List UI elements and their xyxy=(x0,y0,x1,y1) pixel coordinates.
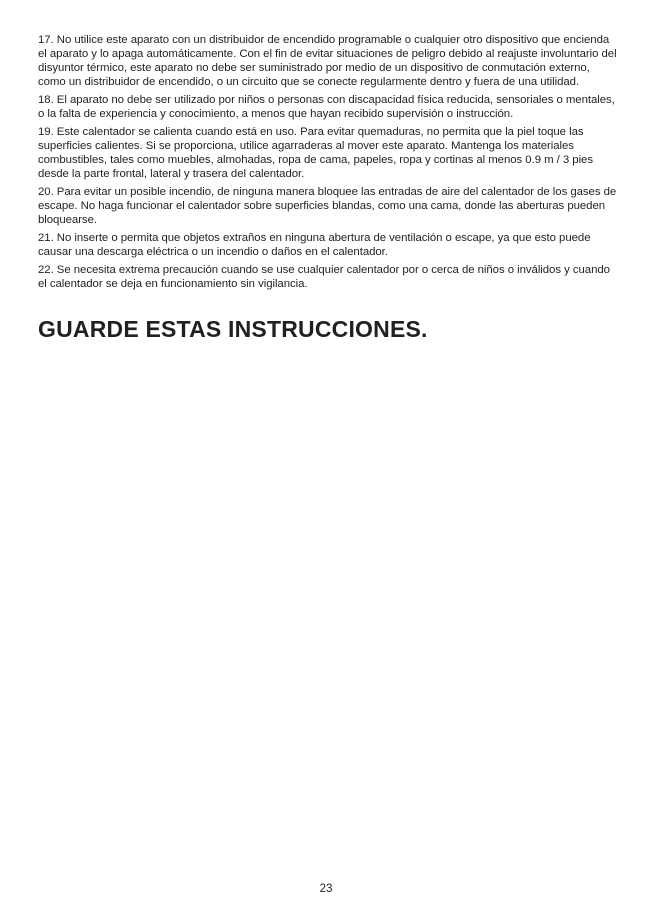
instruction-item-21: 21. No inserte o permita que objetos extraños en ninguna abertura de ventilación o escape, ya que esto puede causar una descarga eléctrica o un incendio o daños en el calentador. xyxy=(38,232,591,258)
instruction-item-20: 20. Para evitar un posible incendio, de ninguna manera bloquee las entradas de aire del calentador de los gases de escape. No haga funcionar el calentador sobre superficies blandas, como una cama, donde las aberturas pueden bloquearse. xyxy=(38,186,617,226)
instruction-item-17: 17. No utilice este aparato con un distribuidor de encendido programable o cualquier otro dispositivo que encienda el aparato y lo apaga automáticamente. Con el fin de evitar situaciones de peligro debido al reajuste involuntario del disyuntor térmico, este aparato no debe ser suministrado por medio de un dispositivo de conmutación externo, como un distribuidor de encendido, o un circuito que se conecte regularmente dentro y fuera de una utilidad. xyxy=(38,34,617,88)
document-body xyxy=(38,33,618,343)
page-number: 23 xyxy=(319,883,333,895)
instruction-item-18: 18. El aparato no debe ser utilizado por niños o personas con discapacidad física reducida, sensoriales o mentales, o la falta de experiencia y conocimiento, a menos que hayan recibido supervisión o instrucción. xyxy=(38,94,615,120)
save-instructions-heading: GUARDE ESTAS INSTRUCCIONES. xyxy=(38,316,428,342)
instruction-item-22: 22. Se necesita extrema precaución cuando se use cualquier calentador por o cerca de niños o inválidos y cuando el calentador se deja en funcionamiento sin vigilancia. xyxy=(38,264,610,290)
instruction-item-19: 19. Este calentador se calienta cuando está en uso. Para evitar quemaduras, no permita que la piel toque las superficies calientes. Si se proporciona, utilice agarraderas al mover este aparato. Mantenga los materiales combustibles, tales como muebles, almohadas, ropa de cama, papeles, ropa y cortinas al menos 0.9 m / 3 pies desde la parte frontal, lateral y trasera del calentador. xyxy=(38,126,593,180)
